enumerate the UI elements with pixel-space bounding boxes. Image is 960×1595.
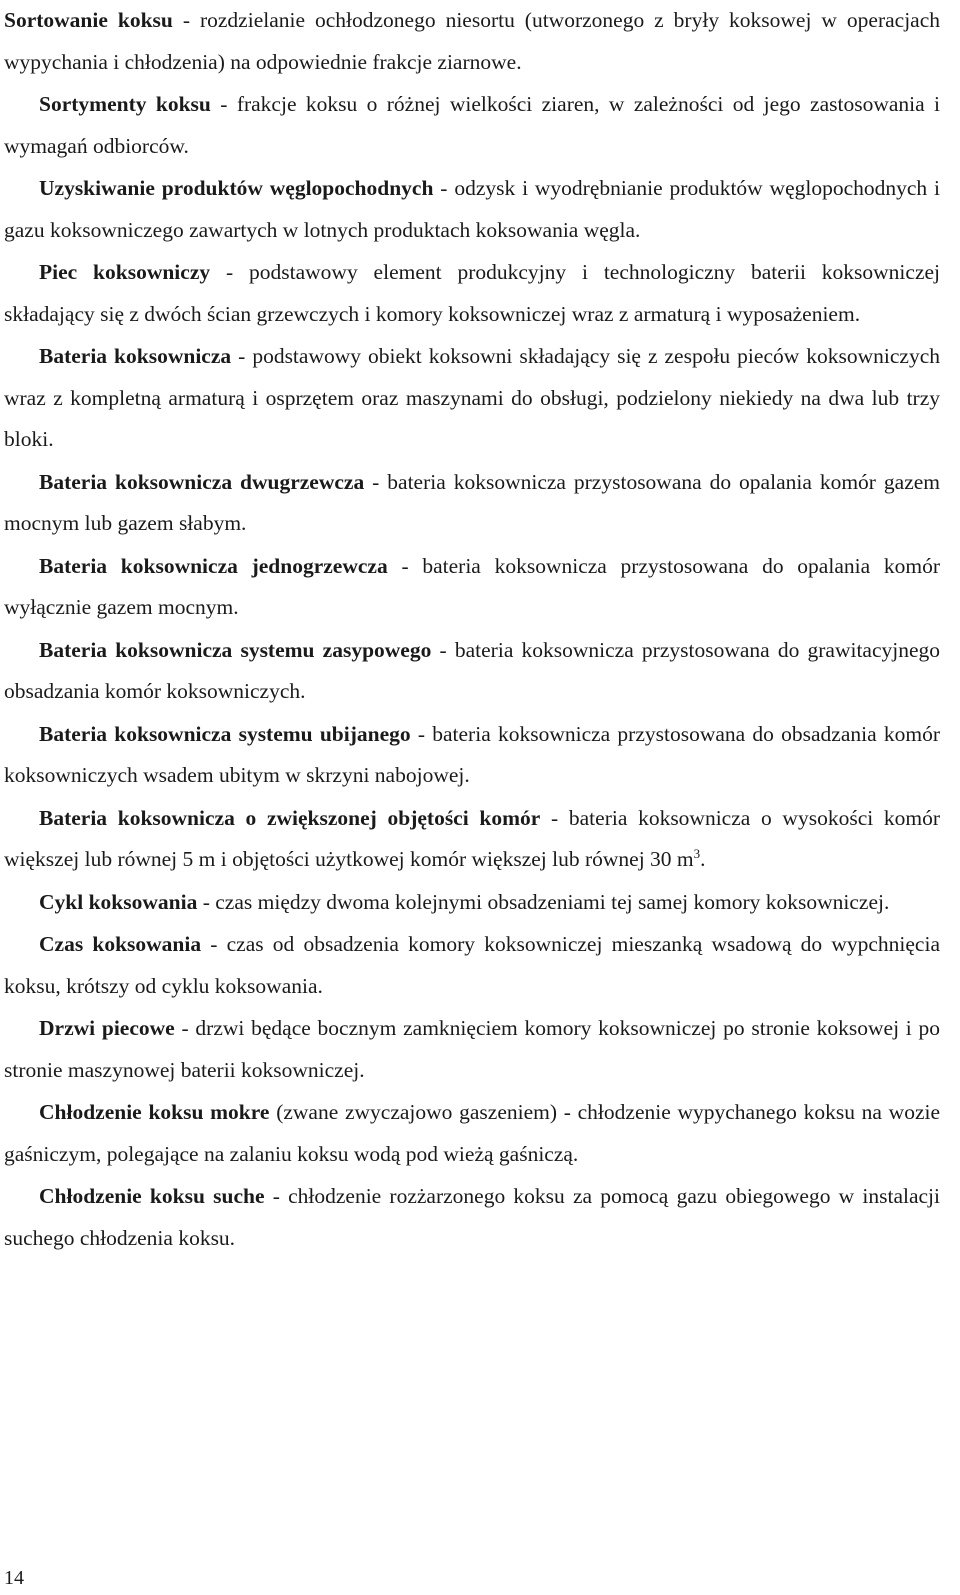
- definition-text: czas od obsadzenia komory koksowniczej mieszanką wsadową do wypchnięcia koksu, krótszy od cyklu koksowania.: [4, 932, 940, 998]
- separator: -: [202, 889, 210, 914]
- definition-text: podstawowy element produkcyjny i technologiczny baterii koksowniczej składający się z dwóch ścian grzewczych i komory koksowniczej wraz z armaturą i wyposażeniem.: [4, 260, 940, 326]
- definition-entry: [4, 1092, 940, 1175]
- definition-text: bateria koksownicza o wysokości komór większej lub równej 5 m i objętości użytkowej komór większej lub równej 30 m: [4, 805, 941, 871]
- definition-entry: [4, 714, 940, 797]
- separator: -: [225, 260, 234, 284]
- definition-text: rozdzielanie ochłodzonego niesortu (utworzonego z bryły koksowej w operacjach wypychania i chłodzenia) na odpowiednie frakcje ziarnowe.: [4, 8, 940, 74]
- superscript-exponent: 3: [693, 845, 701, 861]
- definition-entry: [4, 252, 940, 335]
- separator: -: [238, 344, 246, 368]
- term: Bateria koksownicza systemu ubijanego: [39, 721, 411, 746]
- term: Czas koksowania: [39, 932, 202, 956]
- term: Bateria koksownicza o zwiększonej objętości komór: [39, 805, 541, 830]
- term: Sortowanie koksu: [4, 8, 173, 32]
- definition-text: czas między dwoma kolejnymi obsadzeniami tej samej komory koksowniczej.: [215, 889, 890, 914]
- definition-entry: [4, 630, 940, 713]
- separator: -: [401, 553, 409, 578]
- separator: -: [551, 805, 559, 830]
- definition-text: frakcje koksu o różnej wielkości ziaren, w zależności od jego zastosowania i wymagań odbiorców.: [4, 92, 941, 158]
- definition-entry: [4, 462, 940, 545]
- separator: -: [182, 8, 191, 32]
- definition-entry: [4, 168, 940, 251]
- term: Drzwi piecowe: [39, 1016, 175, 1040]
- page-number: 14: [4, 1567, 24, 1589]
- term: Piec koksowniczy: [39, 260, 211, 284]
- definition-text: podstawowy obiekt koksowni składający się z zespołu pieców koksowniczych wraz z kompletną armaturą i osprzętem oraz maszynami do obsługi, podzielony niekiedy na dwa lub trzy bloki.: [4, 344, 940, 451]
- definition-entry: [4, 798, 940, 881]
- definition-text: bateria koksownicza przystosowana do opalania komór gazem mocnym lub gazem słabym.: [4, 469, 941, 535]
- parenthetical-note: (zwane zwyczajowo gaszeniem): [276, 1100, 558, 1124]
- separator: -: [181, 1016, 189, 1040]
- separator: -: [417, 721, 426, 746]
- separator: -: [439, 637, 447, 662]
- definition-entry: [4, 1008, 940, 1091]
- definition-entry: [4, 1176, 940, 1259]
- definition-entry: [4, 546, 940, 629]
- separator: -: [563, 1100, 571, 1124]
- definition-text: drzwi będące bocznym zamknięciem komory koksowniczej po stronie koksowej i po stronie maszynowej baterii koksowniczej.: [4, 1016, 941, 1082]
- definition-entry: [4, 882, 940, 924]
- definition-entry: [4, 924, 940, 1007]
- term: Cykl koksowania: [39, 889, 198, 914]
- definition-entry: [4, 0, 940, 83]
- term: Uzyskiwanie produktów węglopochodnych: [39, 176, 434, 200]
- definition-text: bateria koksownicza przystosowana do obsadzania komór koksowniczych wsadem ubitym w skrzyni nabojowej.: [4, 721, 940, 787]
- term: Sortymenty koksu: [39, 92, 211, 116]
- definition-text: bateria koksownicza przystosowana do opalania komór wyłącznie gazem mocnym.: [4, 553, 940, 619]
- term: Bateria koksownicza jednogrzewcza: [39, 553, 388, 578]
- separator: -: [440, 176, 448, 200]
- separator: -: [210, 932, 218, 956]
- term: Bateria koksownicza dwugrzewcza: [39, 469, 365, 494]
- definition-entry: [4, 336, 940, 461]
- definition-text: chłodzenie rozżarzonego koksu za pomocą gazu obiegowego w instalacji suchego chłodzenia koksu.: [4, 1184, 940, 1250]
- separator: -: [372, 469, 380, 494]
- separator: -: [220, 92, 228, 116]
- document-page: [4, 0, 940, 1260]
- separator: -: [272, 1184, 280, 1208]
- term: Bateria koksownicza: [39, 344, 232, 368]
- definition-text: bateria koksownicza przystosowana do grawitacyjnego obsadzania komór koksowniczych.: [4, 637, 941, 703]
- definition-tail: .: [700, 847, 706, 871]
- definition-text: odzysk i wyodrębnianie produktów węglopochodnych i gazu koksowniczego zawartych w lotnych produktach koksowania węgla.: [4, 176, 941, 242]
- definition-entry: [4, 84, 940, 167]
- term: Chłodzenie koksu mokre: [39, 1100, 270, 1124]
- term: Chłodzenie koksu suche: [39, 1184, 265, 1208]
- term: Bateria koksownicza systemu zasypowego: [39, 637, 432, 662]
- definition-text: chłodzenie wypychanego koksu na wozie gaśniczym, polegające na zalaniu koksu wodą pod wieżą gaśniczą.: [4, 1100, 941, 1166]
